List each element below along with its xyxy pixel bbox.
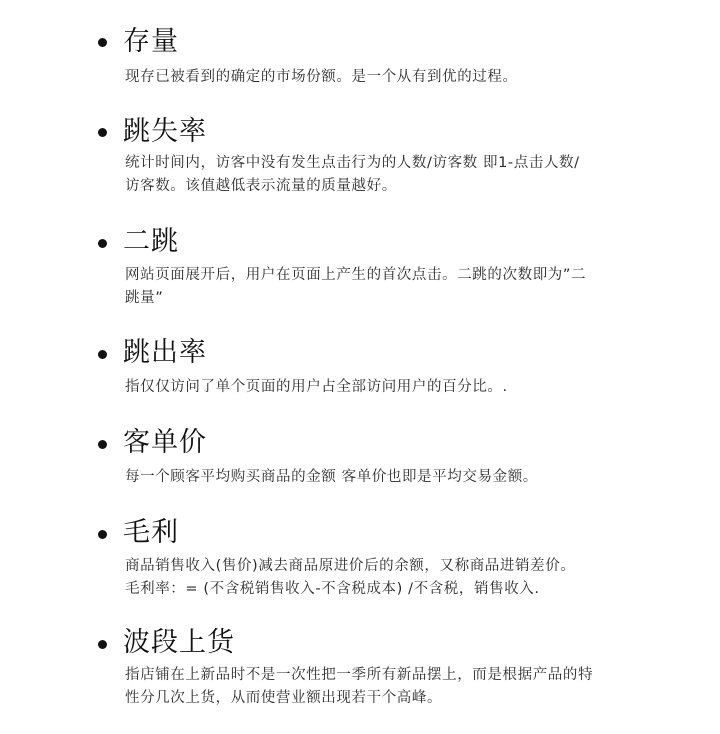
bullet-icon	[98, 530, 107, 539]
term-title: 二跳	[123, 226, 179, 257]
term-description	[125, 264, 640, 310]
term-description	[125, 376, 640, 399]
term-title: 存量	[123, 26, 179, 57]
description-line: 统计时间内，访客中没有发生点击行为的人数/访客数 即1-点击人数/	[125, 155, 580, 171]
description-line: 每一个顾客平均购买商品的金额 客单价也即是平均交易金额。	[125, 469, 538, 485]
term-title: 毛利	[123, 517, 179, 548]
term-title: 波段上货	[123, 627, 235, 658]
description-line: 商品销售收入(售价)减去商品原进价后的余额，又称商品进销差价。	[125, 558, 576, 574]
bullet-icon	[98, 38, 107, 47]
description-line: 跳量”	[125, 290, 164, 306]
term-title: 跳失率	[123, 116, 207, 147]
description-line: 指仅仅访问了单个页面的用户占全部访问用户的百分比。.	[125, 379, 508, 395]
term-description	[125, 466, 640, 489]
bullet-icon	[98, 640, 107, 649]
description-line: 性分几次上货，从而使营业额出现若干个高峰。	[125, 690, 443, 706]
bullet-icon	[98, 350, 107, 359]
term-description	[125, 152, 640, 198]
bullet-icon	[98, 128, 107, 137]
term-title: 客单价	[123, 427, 207, 458]
description-line: 访客数。该值越低表示流量的质量越好。	[125, 178, 397, 194]
description-line: 指店铺在上新品时不是一次性把一季所有新品摆上，而是根据产品的特	[125, 667, 594, 683]
description-line: 现存已被看到的确定的市场份额。是一个从有到优的过程。	[125, 69, 518, 85]
term-description	[125, 555, 640, 601]
bullet-icon	[98, 440, 107, 449]
term-title: 跳出率	[123, 337, 207, 368]
bullet-icon	[98, 239, 107, 248]
term-description	[125, 66, 640, 89]
description-line: 毛利率：= (不含税销售收入-不含税成本) /不含税，销售收入.	[125, 581, 540, 597]
term-description	[125, 664, 640, 710]
description-line: 网站页面展开后，用户在页面上产生的首次点击。二跳的次数即为”二	[125, 267, 587, 283]
